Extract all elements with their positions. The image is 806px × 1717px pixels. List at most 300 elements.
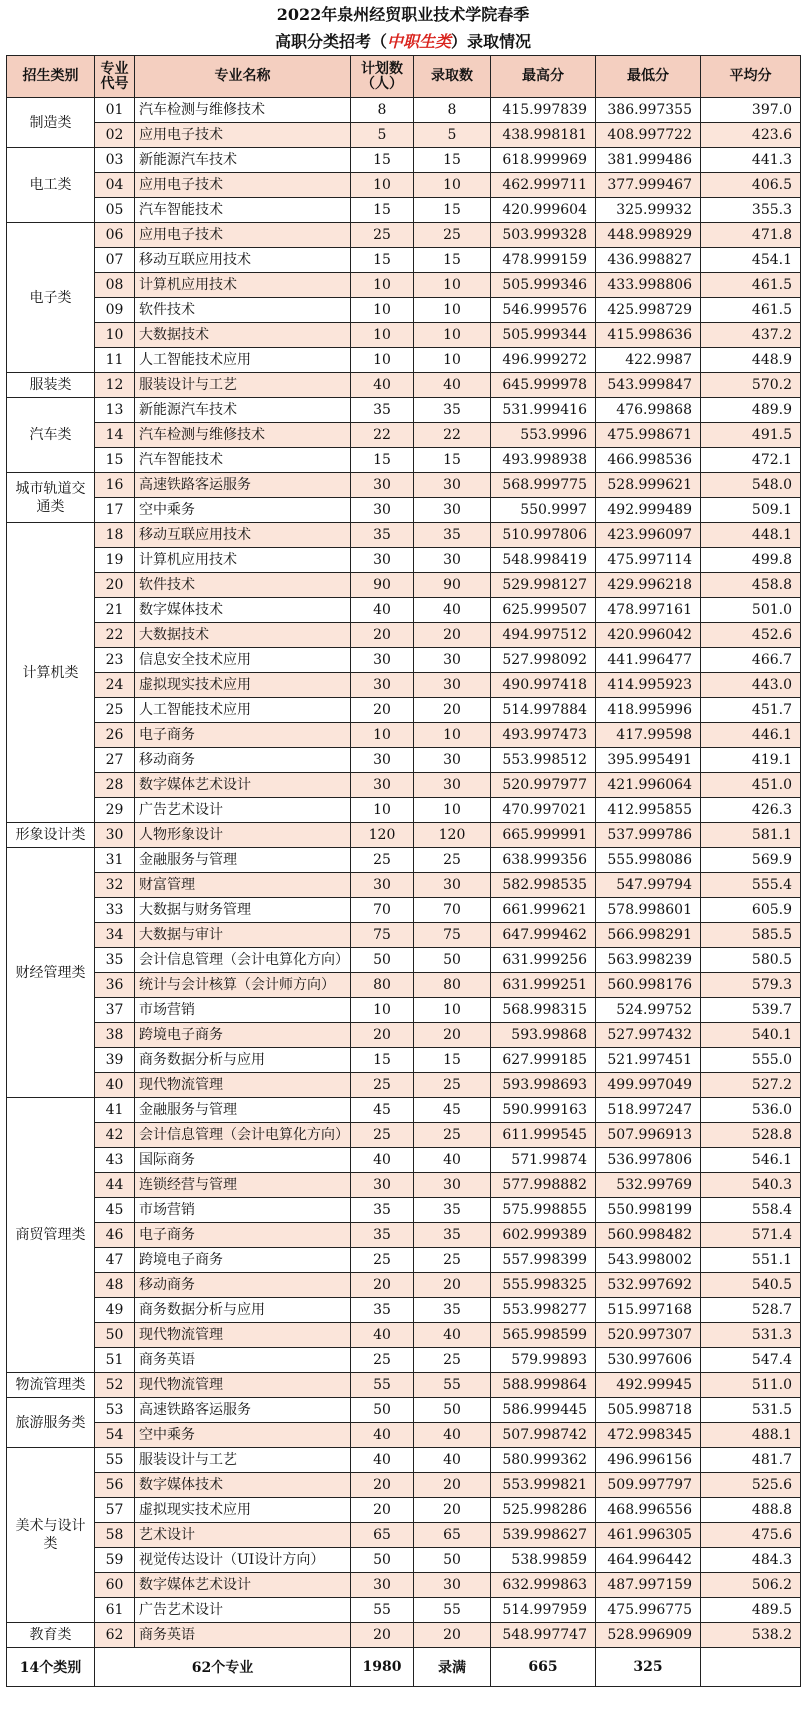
cell-max: 577.998882: [491, 1173, 596, 1198]
cell-plan: 30: [351, 473, 414, 498]
cell-max: 568.998315: [491, 998, 596, 1023]
cell-max: 539.998627: [491, 1523, 596, 1548]
table-row: [7, 673, 801, 698]
cell-major: 跨境电子商务: [135, 1023, 351, 1048]
table-row: [7, 273, 801, 298]
table-row: [7, 1448, 801, 1473]
cell-avg: 491.5: [701, 423, 801, 448]
cell-admitted: 20: [414, 1498, 491, 1523]
cell-admitted: 10: [414, 273, 491, 298]
cell-min: 448.998929: [596, 223, 701, 248]
title-highlight: 中职生类: [386, 32, 451, 51]
cell-avg: 461.5: [701, 298, 801, 323]
table-row: [7, 498, 801, 523]
cell-min: 499.997049: [596, 1073, 701, 1098]
table-row: [7, 723, 801, 748]
cell-admitted: 15: [414, 148, 491, 173]
cell-max: 510.997806: [491, 523, 596, 548]
cell-avg: 539.7: [701, 998, 801, 1023]
cell-min: 423.996097: [596, 523, 701, 548]
cell-plan: 30: [351, 748, 414, 773]
summary-plan-total: 1980: [351, 1648, 414, 1687]
cell-code: 21: [95, 598, 135, 623]
cell-max: 529.998127: [491, 573, 596, 598]
cell-plan: 5: [351, 123, 414, 148]
header-code: 专业代号: [95, 56, 135, 98]
cell-avg: 441.3: [701, 148, 801, 173]
cell-min: 418.995996: [596, 698, 701, 723]
cell-admitted: 55: [414, 1373, 491, 1398]
table-row: [7, 848, 801, 873]
cell-plan: 10: [351, 723, 414, 748]
cell-plan: 25: [351, 1073, 414, 1098]
cell-max: 548.997747: [491, 1623, 596, 1648]
cell-code: 20: [95, 573, 135, 598]
cell-avg: 558.4: [701, 1198, 801, 1223]
cell-admitted: 30: [414, 748, 491, 773]
cell-avg: 451.0: [701, 773, 801, 798]
cell-min: 528.999621: [596, 473, 701, 498]
table-row: [7, 623, 801, 648]
cell-min: 560.998482: [596, 1223, 701, 1248]
header-max: 最高分: [491, 56, 596, 98]
cell-avg: 528.7: [701, 1298, 801, 1323]
cell-admitted: 25: [414, 1248, 491, 1273]
cell-max: 546.999576: [491, 298, 596, 323]
cell-admitted: 40: [414, 1148, 491, 1173]
header-category: 招生类别: [7, 56, 95, 98]
cell-major: 数字媒体艺术设计: [135, 773, 351, 798]
cell-major: 会计信息管理（会计电算化方向）: [135, 948, 351, 973]
cell-major: 移动商务: [135, 1273, 351, 1298]
table-row: [7, 423, 801, 448]
cell-code: 44: [95, 1173, 135, 1198]
cell-code: 05: [95, 198, 135, 223]
cell-code: 50: [95, 1323, 135, 1348]
cell-min: 536.997806: [596, 1148, 701, 1173]
cell-min: 381.999486: [596, 148, 701, 173]
category-cell: 服装类: [7, 373, 95, 398]
cell-major: 大数据与财务管理: [135, 898, 351, 923]
cell-major: 汽车智能技术: [135, 198, 351, 223]
cell-min: 417.99598: [596, 723, 701, 748]
cell-admitted: 35: [414, 1223, 491, 1248]
cell-max: 548.998419: [491, 548, 596, 573]
cell-major: 高速铁路客运服务: [135, 1398, 351, 1423]
cell-code: 39: [95, 1048, 135, 1073]
table-row: [7, 1073, 801, 1098]
cell-max: 520.997977: [491, 773, 596, 798]
cell-max: 579.99893: [491, 1348, 596, 1373]
cell-major: 广告艺术设计: [135, 1598, 351, 1623]
cell-plan: 35: [351, 1298, 414, 1323]
cell-admitted: 50: [414, 948, 491, 973]
cell-plan: 30: [351, 648, 414, 673]
cell-plan: 10: [351, 348, 414, 373]
cell-plan: 10: [351, 798, 414, 823]
table-row: [7, 1623, 801, 1648]
cell-major: 应用电子技术: [135, 123, 351, 148]
table-row: [7, 1048, 801, 1073]
cell-major: 应用电子技术: [135, 173, 351, 198]
cell-avg: 538.2: [701, 1623, 801, 1648]
cell-major: 电子商务: [135, 1223, 351, 1248]
table-row: [7, 98, 801, 123]
cell-max: 493.997473: [491, 723, 596, 748]
table-row: [7, 1273, 801, 1298]
table-row: [7, 1473, 801, 1498]
cell-max: 553.998512: [491, 748, 596, 773]
cell-plan: 25: [351, 848, 414, 873]
cell-plan: 8: [351, 98, 414, 123]
cell-code: 53: [95, 1398, 135, 1423]
cell-admitted: 10: [414, 323, 491, 348]
table-row: [7, 1598, 801, 1623]
table-row: [7, 1198, 801, 1223]
cell-major: 新能源汽车技术: [135, 398, 351, 423]
cell-max: 505.999346: [491, 273, 596, 298]
cell-plan: 120: [351, 823, 414, 848]
cell-avg: 511.0: [701, 1373, 801, 1398]
cell-max: 611.999545: [491, 1123, 596, 1148]
cell-max: 496.999272: [491, 348, 596, 373]
cell-major: 商务英语: [135, 1348, 351, 1373]
table-row: [7, 223, 801, 248]
cell-max: 631.999251: [491, 973, 596, 998]
cell-code: 34: [95, 923, 135, 948]
category-cell: 美术与设计类: [7, 1448, 95, 1623]
cell-code: 61: [95, 1598, 135, 1623]
category-cell: 形象设计类: [7, 823, 95, 848]
cell-min: 507.996913: [596, 1123, 701, 1148]
cell-code: 22: [95, 623, 135, 648]
cell-plan: 20: [351, 698, 414, 723]
cell-max: 580.999362: [491, 1448, 596, 1473]
cell-major: 市场营销: [135, 1198, 351, 1223]
cell-code: 29: [95, 798, 135, 823]
cell-admitted: 30: [414, 473, 491, 498]
cell-admitted: 40: [414, 598, 491, 623]
cell-code: 51: [95, 1348, 135, 1373]
cell-code: 60: [95, 1573, 135, 1598]
cell-max: 632.999863: [491, 1573, 596, 1598]
table-row: [7, 973, 801, 998]
cell-plan: 15: [351, 148, 414, 173]
cell-major: 商务数据分析与应用: [135, 1048, 351, 1073]
category-cell: 汽车类: [7, 398, 95, 473]
cell-major: 现代物流管理: [135, 1323, 351, 1348]
table-row: [7, 923, 801, 948]
table-row: [7, 648, 801, 673]
cell-min: 505.998718: [596, 1398, 701, 1423]
cell-major: 移动互联应用技术: [135, 248, 351, 273]
cell-avg: 540.5: [701, 1273, 801, 1298]
cell-avg: 488.1: [701, 1423, 801, 1448]
cell-max: 645.999978: [491, 373, 596, 398]
cell-min: 386.997355: [596, 98, 701, 123]
cell-major: 数字媒体技术: [135, 1473, 351, 1498]
table-row: [7, 123, 801, 148]
cell-admitted: 35: [414, 398, 491, 423]
table-row: [7, 748, 801, 773]
table-row: [7, 823, 801, 848]
cell-avg: 419.1: [701, 748, 801, 773]
summary-min: 325: [596, 1648, 701, 1687]
cell-plan: 15: [351, 248, 414, 273]
table-row: [7, 1423, 801, 1448]
cell-plan: 50: [351, 1398, 414, 1423]
cell-admitted: 20: [414, 1623, 491, 1648]
table-row: [7, 523, 801, 548]
cell-max: 588.999864: [491, 1373, 596, 1398]
cell-max: 531.999416: [491, 398, 596, 423]
category-cell: 制造类: [7, 98, 95, 148]
cell-major: 移动商务: [135, 748, 351, 773]
cell-major: 连锁经营与管理: [135, 1173, 351, 1198]
cell-max: 638.999356: [491, 848, 596, 873]
cell-plan: 10: [351, 173, 414, 198]
cell-code: 09: [95, 298, 135, 323]
cell-max: 494.997512: [491, 623, 596, 648]
cell-max: 631.999256: [491, 948, 596, 973]
cell-plan: 40: [351, 1323, 414, 1348]
cell-code: 37: [95, 998, 135, 1023]
cell-max: 438.998181: [491, 123, 596, 148]
cell-avg: 585.5: [701, 923, 801, 948]
category-cell: 旅游服务类: [7, 1398, 95, 1448]
cell-admitted: 25: [414, 1073, 491, 1098]
table-row: [7, 248, 801, 273]
cell-min: 578.998601: [596, 898, 701, 923]
cell-code: 11: [95, 348, 135, 373]
header-min: 最低分: [596, 56, 701, 98]
table-row: [7, 323, 801, 348]
cell-avg: 454.1: [701, 248, 801, 273]
cell-code: 46: [95, 1223, 135, 1248]
table-row: [7, 548, 801, 573]
cell-max: 490.997418: [491, 673, 596, 698]
table-row: [7, 1023, 801, 1048]
cell-admitted: 20: [414, 623, 491, 648]
cell-min: 509.997797: [596, 1473, 701, 1498]
cell-code: 27: [95, 748, 135, 773]
cell-min: 520.997307: [596, 1323, 701, 1348]
table-row: [7, 198, 801, 223]
cell-min: 524.99752: [596, 998, 701, 1023]
cell-min: 476.99868: [596, 398, 701, 423]
cell-min: 464.996442: [596, 1548, 701, 1573]
cell-major: 汽车智能技术: [135, 448, 351, 473]
cell-max: 575.998855: [491, 1198, 596, 1223]
table-body: [7, 98, 801, 1648]
cell-admitted: 40: [414, 373, 491, 398]
cell-admitted: 30: [414, 548, 491, 573]
cell-min: 478.997161: [596, 598, 701, 623]
cell-admitted: 30: [414, 773, 491, 798]
cell-plan: 22: [351, 423, 414, 448]
cell-major: 统计与会计核算（会计师方向）: [135, 973, 351, 998]
cell-avg: 531.3: [701, 1323, 801, 1348]
cell-plan: 30: [351, 1173, 414, 1198]
cell-plan: 55: [351, 1373, 414, 1398]
cell-major: 新能源汽车技术: [135, 148, 351, 173]
cell-avg: 426.3: [701, 798, 801, 823]
cell-max: 568.999775: [491, 473, 596, 498]
cell-admitted: 10: [414, 173, 491, 198]
cell-admitted: 120: [414, 823, 491, 848]
cell-min: 528.996909: [596, 1623, 701, 1648]
table-row: [7, 598, 801, 623]
cell-plan: 20: [351, 623, 414, 648]
cell-admitted: 15: [414, 198, 491, 223]
cell-min: 555.998086: [596, 848, 701, 873]
cell-plan: 35: [351, 1223, 414, 1248]
cell-code: 30: [95, 823, 135, 848]
cell-admitted: 25: [414, 1123, 491, 1148]
cell-major: 计算机应用技术: [135, 273, 351, 298]
cell-max: 625.999507: [491, 598, 596, 623]
cell-admitted: 50: [414, 1398, 491, 1423]
cell-max: 557.998399: [491, 1248, 596, 1273]
cell-admitted: 10: [414, 348, 491, 373]
cell-admitted: 25: [414, 848, 491, 873]
cell-min: 532.997692: [596, 1273, 701, 1298]
cell-avg: 569.9: [701, 848, 801, 873]
cell-min: 377.999467: [596, 173, 701, 198]
cell-avg: 547.4: [701, 1348, 801, 1373]
table-row: [7, 373, 801, 398]
table-row: [7, 573, 801, 598]
header-avg: 平均分: [701, 56, 801, 98]
cell-admitted: 20: [414, 1273, 491, 1298]
cell-max: 527.998092: [491, 648, 596, 673]
cell-admitted: 25: [414, 1348, 491, 1373]
cell-avg: 472.1: [701, 448, 801, 473]
cell-avg: 536.0: [701, 1098, 801, 1123]
summary-admitted: 录满: [414, 1648, 491, 1687]
cell-admitted: 15: [414, 448, 491, 473]
cell-admitted: 10: [414, 298, 491, 323]
cell-admitted: 20: [414, 1473, 491, 1498]
cell-max: 647.999462: [491, 923, 596, 948]
cell-avg: 551.1: [701, 1248, 801, 1273]
cell-plan: 30: [351, 873, 414, 898]
cell-avg: 540.3: [701, 1173, 801, 1198]
cell-avg: 540.1: [701, 1023, 801, 1048]
cell-avg: 489.9: [701, 398, 801, 423]
cell-plan: 20: [351, 1623, 414, 1648]
cell-avg: 458.8: [701, 573, 801, 598]
cell-code: 43: [95, 1148, 135, 1173]
cell-code: 04: [95, 173, 135, 198]
table-row: [7, 348, 801, 373]
cell-avg: 555.0: [701, 1048, 801, 1073]
cell-code: 10: [95, 323, 135, 348]
cell-max: 507.998742: [491, 1423, 596, 1448]
table-row: [7, 1373, 801, 1398]
table-row: [7, 1173, 801, 1198]
cell-plan: 55: [351, 1598, 414, 1623]
cell-min: 521.997451: [596, 1048, 701, 1073]
cell-code: 38: [95, 1023, 135, 1048]
cell-major: 广告艺术设计: [135, 798, 351, 823]
cell-plan: 75: [351, 923, 414, 948]
cell-max: 525.998286: [491, 1498, 596, 1523]
cell-min: 433.998806: [596, 273, 701, 298]
header-admitted: 录取数: [414, 56, 491, 98]
cell-code: 16: [95, 473, 135, 498]
cell-avg: 571.4: [701, 1223, 801, 1248]
cell-max: 555.998325: [491, 1273, 596, 1298]
category-cell: 电工类: [7, 148, 95, 223]
cell-min: 530.997606: [596, 1348, 701, 1373]
cell-admitted: 30: [414, 648, 491, 673]
cell-max: 514.997884: [491, 698, 596, 723]
cell-code: 48: [95, 1273, 135, 1298]
cell-min: 466.998536: [596, 448, 701, 473]
cell-avg: 580.5: [701, 948, 801, 973]
cell-plan: 25: [351, 1123, 414, 1148]
cell-major: 空中乘务: [135, 498, 351, 523]
cell-plan: 30: [351, 498, 414, 523]
cell-avg: 509.1: [701, 498, 801, 523]
cell-code: 42: [95, 1123, 135, 1148]
cell-code: 02: [95, 123, 135, 148]
cell-max: 470.997021: [491, 798, 596, 823]
table-row: [7, 1398, 801, 1423]
cell-avg: 443.0: [701, 673, 801, 698]
cell-min: 441.996477: [596, 648, 701, 673]
cell-admitted: 15: [414, 248, 491, 273]
cell-min: 543.998002: [596, 1248, 701, 1273]
cell-plan: 20: [351, 1023, 414, 1048]
table-row: [7, 1523, 801, 1548]
cell-code: 08: [95, 273, 135, 298]
cell-admitted: 50: [414, 1548, 491, 1573]
cell-min: 496.996156: [596, 1448, 701, 1473]
cell-plan: 65: [351, 1523, 414, 1548]
cell-min: 472.998345: [596, 1423, 701, 1448]
cell-min: 518.997247: [596, 1098, 701, 1123]
cell-admitted: 20: [414, 698, 491, 723]
cell-avg: 570.2: [701, 373, 801, 398]
cell-code: 55: [95, 1448, 135, 1473]
cell-admitted: 30: [414, 498, 491, 523]
cell-min: 429.996218: [596, 573, 701, 598]
cell-admitted: 8: [414, 98, 491, 123]
cell-min: 421.996064: [596, 773, 701, 798]
cell-code: 49: [95, 1298, 135, 1323]
cell-code: 18: [95, 523, 135, 548]
cell-avg: 488.8: [701, 1498, 801, 1523]
cell-min: 425.998729: [596, 298, 701, 323]
cell-major: 会计信息管理（会计电算化方向）: [135, 1123, 351, 1148]
cell-plan: 80: [351, 973, 414, 998]
cell-avg: 448.1: [701, 523, 801, 548]
summary-row: [7, 1648, 801, 1687]
cell-max: 514.997959: [491, 1598, 596, 1623]
cell-min: 487.997159: [596, 1573, 701, 1598]
cell-avg: 506.2: [701, 1573, 801, 1598]
cell-major: 空中乘务: [135, 1423, 351, 1448]
cell-avg: 446.1: [701, 723, 801, 748]
document-title-line1: 2022年泉州经贸职业技术学院春季: [276, 5, 530, 24]
cell-code: 13: [95, 398, 135, 423]
table-row: [7, 1098, 801, 1123]
category-cell: 财经管理类: [7, 848, 95, 1098]
cell-plan: 40: [351, 598, 414, 623]
summary-majors: 62个专业: [95, 1648, 351, 1687]
